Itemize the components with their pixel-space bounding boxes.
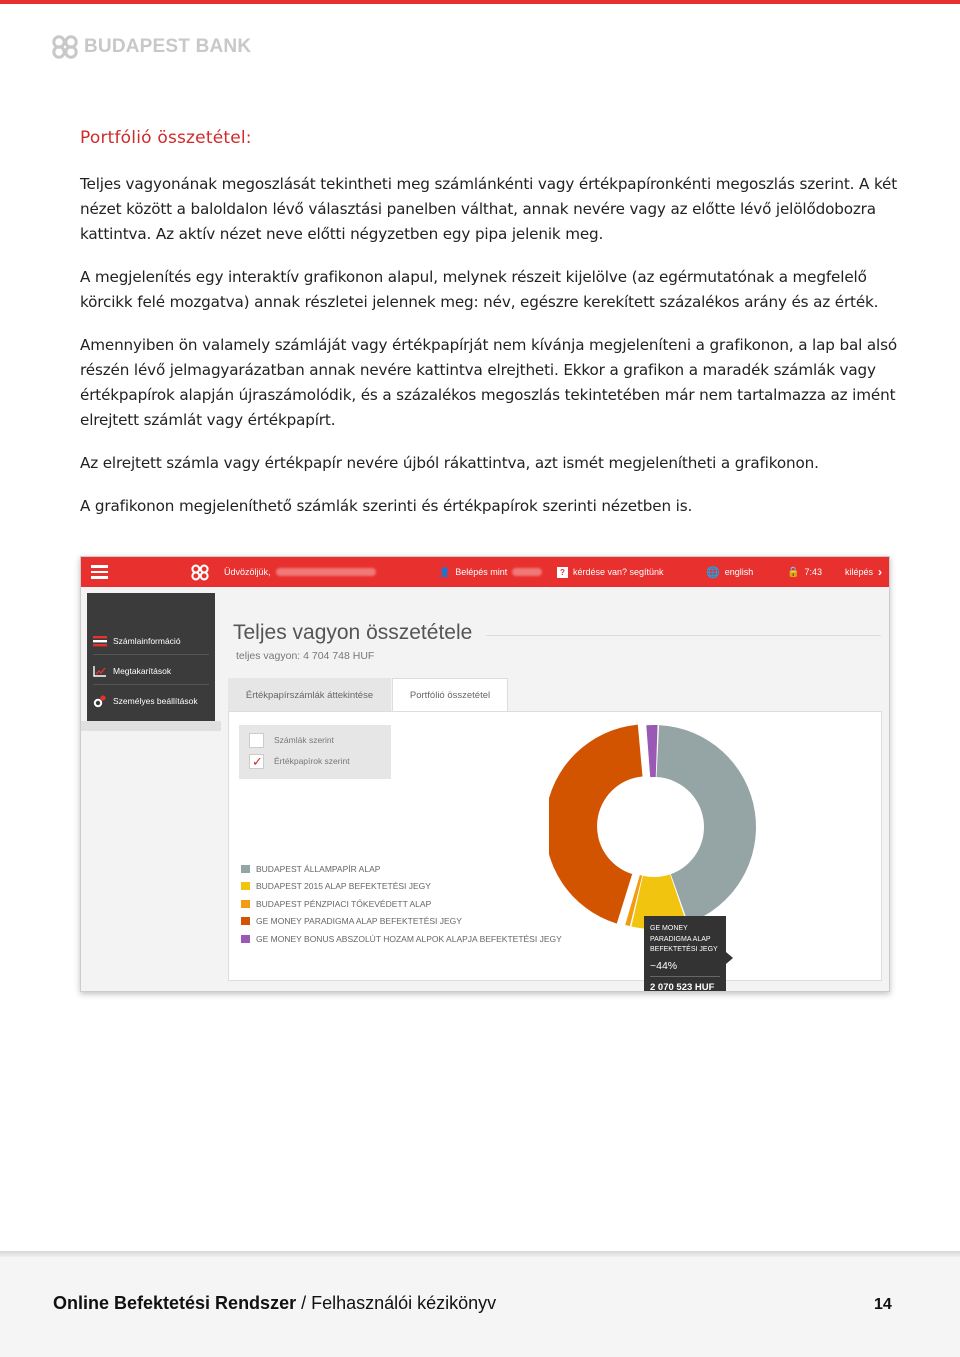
tab-portfolio-composition[interactable]: Portfólió összetétel <box>392 678 508 712</box>
app-top-bar <box>81 557 890 587</box>
bank-name: BUDAPEST BANK <box>84 36 252 57</box>
menu-item-savings[interactable] <box>93 657 209 685</box>
legend-swatch <box>241 900 250 908</box>
timer-text: 7:43 <box>804 567 822 577</box>
section-heading: Portfólió összetétel: <box>80 128 252 148</box>
view-label: Számlák szerint <box>274 735 334 745</box>
menu-item-label: Megtakarítások <box>113 665 172 676</box>
view-by-accounts[interactable] <box>249 732 334 748</box>
paragraph-1: Teljes vagyonának megoszlását tekintheti meg számlánkénti vagy értékpapíronkénti megoszlás szerint. A két nézet között a baloldalon lévő választási panelben válthat, annak nevére vagy az előtte lévő jelölődobozra kattintva. Az aktív nézet neve előtti négyzetben egy pipa jelenik meg. <box>80 175 898 243</box>
footer-title-sub: / Felhasználói kézikönyv <box>296 1293 497 1313</box>
menu-item-label: Személyes beállítások <box>113 696 198 706</box>
tab-securities-overview[interactable]: Értékpapírszámlák áttekintése <box>228 678 391 712</box>
tooltip-name: GE MONEY PARADIGMA ALAP BEFEKTETÉSI JEGY <box>650 925 718 953</box>
footer-title <box>53 1293 496 1314</box>
chart-legend <box>241 860 562 948</box>
hamburger-menu-icon[interactable] <box>91 565 108 579</box>
bank-logo-icon <box>52 35 78 59</box>
portfolio-panel <box>228 711 882 992</box>
paragraph-4: Az elrejtett számla vagy értékpapír nevére újból rákattintva, azt ismét megjelenítheti a grafikonon. <box>80 454 819 472</box>
paragraph-5: A grafikonon megjeleníthető számlák szerinti és értékpapírok szerinti nézetben is. <box>80 497 693 515</box>
legend-swatch <box>241 865 250 873</box>
settings-icon <box>93 694 107 708</box>
menu-item-settings[interactable] <box>93 687 209 715</box>
side-menu <box>87 593 215 721</box>
document-body <box>80 128 898 537</box>
checkbox-by-securities[interactable] <box>249 754 264 769</box>
tooltip-percent: ~44% <box>650 959 678 972</box>
help-link[interactable] <box>557 557 664 587</box>
chevron-right-icon: › <box>878 565 883 579</box>
paragraph-2: A megjelenítés egy interaktív grafikonon alapul, melynek részeit kijelölve (az egérmutatónak a megfelelő körcikk felé mozgatva) annak részletei jelennek meg: név, egészre kerekített százalékos arány és az érték. <box>80 268 879 311</box>
donut-slice[interactable] <box>646 725 657 777</box>
legend-label: GE MONEY PARADIGMA ALAP BEFEKTETÉSI JEGY <box>256 916 462 927</box>
globe-icon: 🌐 <box>706 566 720 579</box>
legend-item[interactable] <box>241 913 562 931</box>
bank-logo <box>52 35 251 59</box>
lock-icon: 🔒 <box>787 566 800 578</box>
logout-button[interactable] <box>845 557 882 587</box>
welcome-area <box>191 557 376 587</box>
footer-title-main: Online Befektetési Rendszer <box>53 1293 297 1313</box>
menu-item-accounts[interactable] <box>93 627 209 655</box>
portfolio-donut-chart <box>549 722 759 932</box>
legend-item[interactable] <box>241 878 562 896</box>
app-screenshot <box>80 556 890 992</box>
legend-item[interactable] <box>241 930 562 948</box>
tooltip-value: 2 070 523 HUF <box>650 976 720 993</box>
help-text: kérdése van? segítünk <box>573 567 664 577</box>
legend-swatch <box>241 882 250 890</box>
question-icon: ? <box>557 567 568 578</box>
top-accent-bar <box>0 0 960 4</box>
logout-text: kilépés <box>845 567 874 577</box>
legend-label: BUDAPEST PÉNZPIACI TŐKEVÉDETT ALAP <box>256 898 432 909</box>
legend-label: BUDAPEST ÁLLAMPAPÍR ALAP <box>256 863 381 874</box>
accounts-icon <box>93 635 107 647</box>
view-by-securities[interactable] <box>249 753 350 769</box>
legend-swatch <box>241 935 250 943</box>
legend-label: BUDAPEST 2015 ALAP BEFEKTETÉSI JEGY <box>256 881 431 892</box>
side-panel-shadow <box>81 721 221 731</box>
login-as-text: Belépés mint <box>455 567 508 577</box>
view-label: Értékpapírok szerint <box>274 756 350 766</box>
legend-label: GE MONEY BONUS ABSZOLÚT HOZAM ALPOK ALAPJA BEFEKTETÉSI JEGY <box>256 933 562 944</box>
language-text: english <box>724 567 754 577</box>
blurred-user-name <box>276 568 376 576</box>
bank-logo-icon <box>191 564 209 581</box>
legend-item[interactable] <box>241 895 562 913</box>
view-selector <box>239 725 391 779</box>
checkbox-by-accounts[interactable] <box>249 733 264 748</box>
user-icon: 👤 <box>439 566 451 577</box>
chart-tooltip <box>644 916 726 992</box>
session-timer <box>787 557 822 587</box>
login-as <box>439 557 542 587</box>
page-number: 14 <box>874 1296 892 1313</box>
welcome-text: Üdvözöljük, <box>224 567 271 577</box>
page-title: Teljes vagyon összetétele <box>233 621 473 644</box>
language-switch[interactable] <box>706 557 753 587</box>
checkmark-icon: ✓ <box>252 753 263 769</box>
paragraph-3: Amennyiben ön valamely számláját vagy értékpapírját nem kívánja megjeleníteni a grafikonon, a lap bal alsó részén lévő jelmagyarázatban annak nevére kattintva elrejtheti. Ekkor a grafikon a maradék számlák vagy értékpapírok alapján újraszámolódik, és a százalékos megoszlás tekintetében már nem tartalmazza az imént elrejtett számlát vagy értékpapírt. <box>80 336 897 429</box>
menu-item-label: Számlainformáció <box>113 635 181 646</box>
title-divider <box>486 635 881 636</box>
legend-item[interactable] <box>241 860 562 878</box>
donut-slice[interactable] <box>549 725 643 924</box>
savings-chart-icon <box>93 665 107 677</box>
total-assets: teljes vagyon: 4 704 748 HUF <box>236 650 375 662</box>
legend-swatch <box>241 917 250 925</box>
blurred-login-name <box>512 568 542 576</box>
